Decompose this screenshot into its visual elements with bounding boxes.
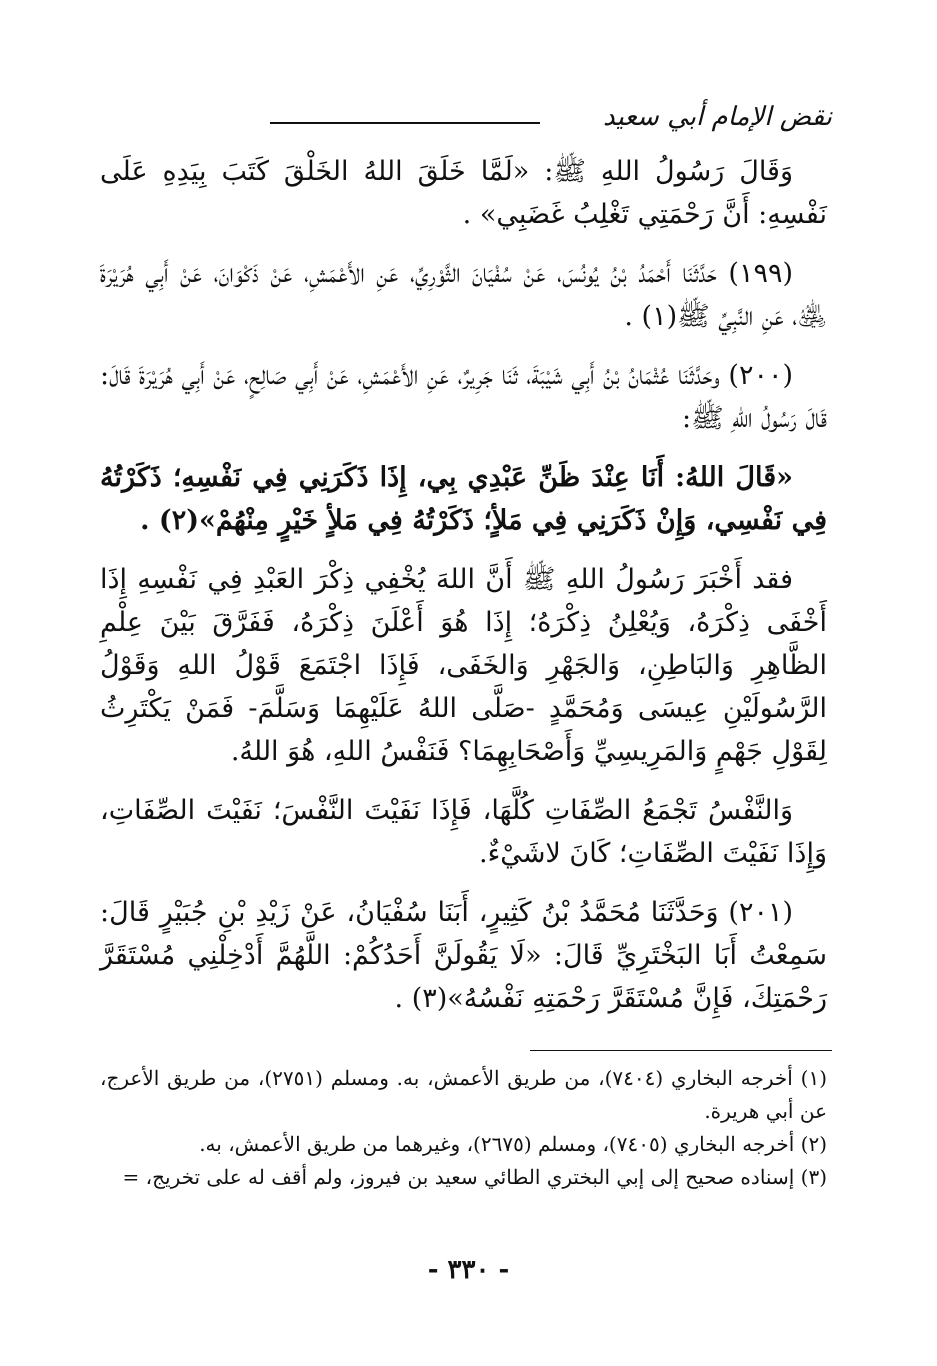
paragraph-commentary: فقد أَخْبَرَ رَسُولُ اللهِ ﷺ أَنَّ اللهَ يُخْفِي ذِكْرَ العَبْدِ فِي نَفْسِهِ إِذَا أَخْفَى ذِكْرَهُ، وَيُعْلِنُ ذِكْرَهُ؛ إِذَا هُوَ أَعْلَنَ ذِكْرَهُ، فَفَرَّقَ بَيْنَ عِلْمِ الظَّاهِرِ وَالبَاطِنِ، وَالجَهْرِ وَالخَفَى، فَإِذَا اجْتَمَعَ قَوْلُ اللهِ وَقَوْلُ الرَّسُولَيْنِ عِيسَى وَمُحَمَّدٍ -صَلَّى اللهُ عَلَيْهِمَا وَسَلَّمَ- فَمَنْ يَكْتَرِثُ لِقَوْلِ جَهْمٍ وَالمَرِيسِيِّ وَأَصْحَابِهِمَا؟ فَنَفْسُ اللهِ، هُوَ اللهُ.: [100, 564, 827, 767]
paragraph-nafs: وَالنَّفْسُ تَجْمَعُ الصِّفَاتِ كُلَّهَا، فَإِذَا نَفَيْتَ النَّفْسَ؛ نَفَيْتَ الصِّفَاتِ، وَإِذَا نَفَيْتَ الصِّفَاتِ؛ كَانَ لاشَيْءٌ.: [100, 795, 827, 869]
footnote-2: (٢) أخرجه البخاري (٧٤٠٥)، ومسلم (٢٦٧٥)، وغيرهما من طريق الأعمش، به.: [199, 1132, 827, 1156]
footnote-rule: [530, 1050, 832, 1051]
paragraph-hadith-mercy: وَقَالَ رَسُولُ اللهِ ﷺ: «لَمَّا خَلَقَ اللهُ الخَلْقَ كَتَبَ بِيَدِهِ عَلَى نَفْسِهِ: أَنَّ رَحْمَتِي تَغْلِبُ غَضَبِي» .: [100, 156, 827, 230]
running-header-title: نقض الإمام أبي سعيد: [603, 102, 832, 132]
footnote-3: (٣) إسناده صحيح إلى إبي البختري الطائي سعيد بن فيروز، ولم أقف له على تخريج، =: [122, 1165, 827, 1189]
footnote-1: (١) أخرجه البخاري (٧٤٠٤)، من طريق الأعمش، به. ومسلم (٢٧٥١)، من طريق الأعرج، عن أبي هريرة.: [100, 1066, 828, 1123]
paragraph-201: (٢٠١) وَحَدَّثَنَا مُحَمَّدُ بْنُ كَثِيرٍ، أَبَنَا سُفْيَانُ، عَنْ زَيْدِ بْنِ جُبَيْرٍ قَالَ: سَمِعْتُ أَبَا البَخْتَرِيِّ قَالَ: «لَا يَقُولَنَّ أَحَدُكُمْ: اللَّهُمَّ أَدْخِلْنِي مُسْتَقَرَّ رَحْمَتِكَ، فَإِنَّ مُسْتَقَرَّ رَحْمَتِهِ نَفْسُهُ»(٣) .: [100, 897, 827, 1014]
running-header: [270, 100, 832, 140]
footnotes: [100, 1062, 827, 1194]
page-number: - ٣٣٠ -: [427, 1255, 510, 1285]
header-rule: [270, 122, 540, 124]
paragraph-199: (١٩٩) حَدَّثَنَا أَحْمَدُ بْنُ يُونُسَ، عَنْ سُفْيَانَ الثَّوْرِيِّ، عَنِ الأَعْمَشِ، عَنْ ذَكْوَانَ، عَنْ أَبِي هُرَيْرَةَ ﵁، عَنِ النَّبِيِّ ﷺ(١) .: [100, 258, 827, 332]
paragraph-qudsi-quote: «قَالَ اللهُ: أَنَا عِنْدَ ظَنِّ عَبْدِي بِي، إِذَا ذَكَرَنِي فِي نَفْسِهِ؛ ذَكَرْتُهُ فِي نَفْسِي، وَإِنْ ذَكَرَنِي فِي مَلأٍ؛ ذَكَرْتُهُ فِي مَلأٍ خَيْرٍ مِنْهُمْ»(٢) .: [100, 462, 827, 536]
paragraph-200: (٢٠٠) وحَدَّثَنَا عُثْمَانُ بْنُ أَبِي شَيْبَةَ، ثَنَا جَرِيرٌ، عَنِ الأَعْمَشِ، عَنْ أَبِي صَالِحٍ، عَنْ أَبِي هُرَيْرَةَ قَالَ: قَالَ رَسُولُ اللهِ ﷺ:: [100, 360, 827, 434]
main-text: [100, 150, 827, 1036]
